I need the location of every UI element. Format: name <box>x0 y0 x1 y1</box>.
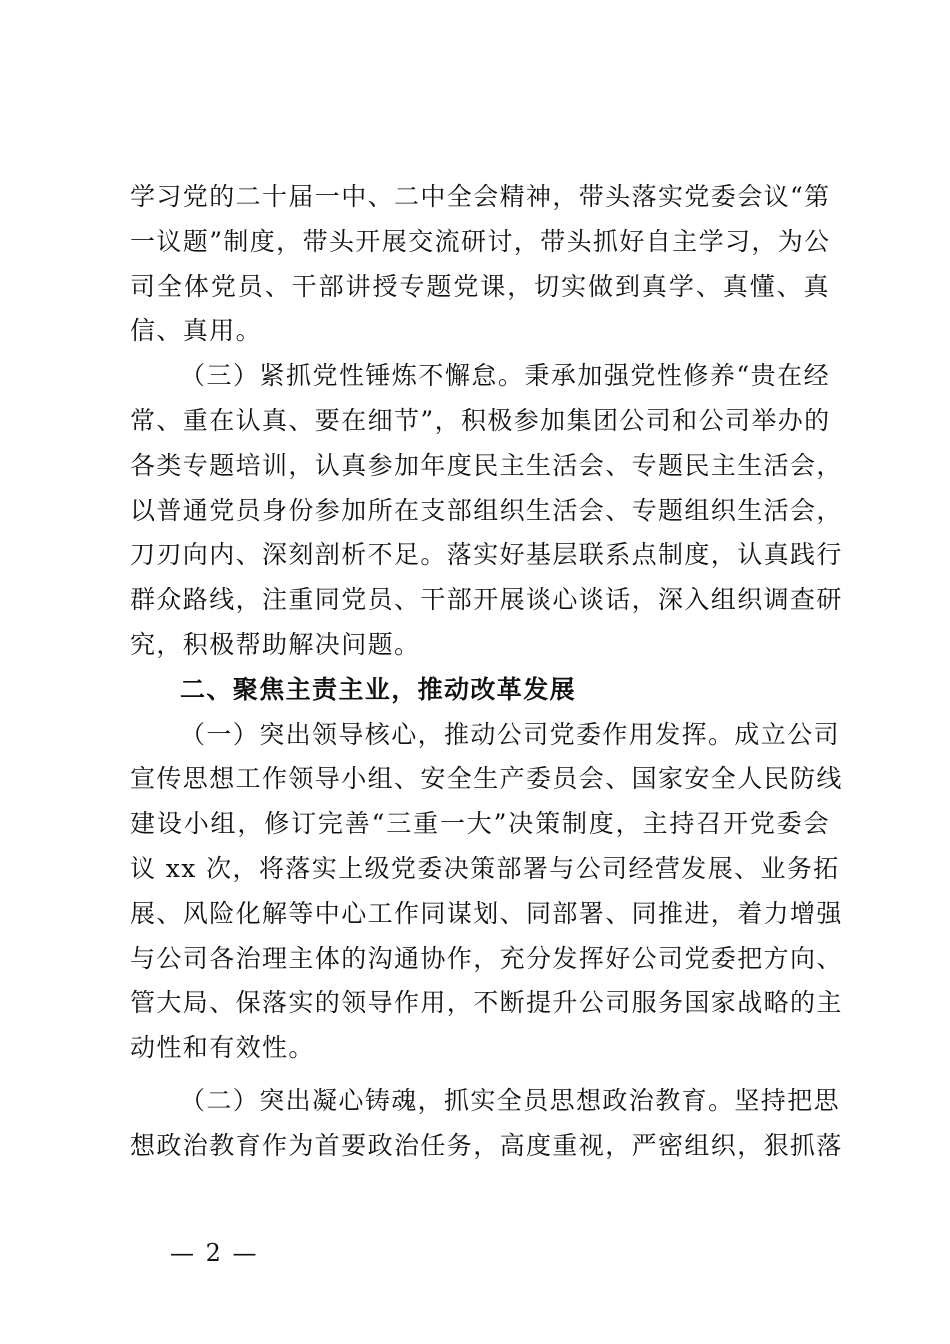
paragraph-line: 群众路线，注重同党员、干部开展谈心谈话，深入组织调查研 <box>130 585 843 615</box>
paragraph-line: 想政治教育作为首要政治任务，高度重视，严密组织，狠抓落 <box>130 1130 843 1160</box>
paragraph-line: （二）突出凝心铸魂，抓实全员思想政治教育。坚持把思 <box>180 1085 841 1115</box>
paragraph-line: 以普通党员身份参加所在支部组织生活会、专题组织生活会， <box>130 495 843 525</box>
paragraph-line: 刀刃向内、深刻剖析不足。落实好基层联系点制度，认真践行 <box>130 540 843 570</box>
paragraph-line: （一）突出领导核心，推动公司党委作用发挥。成立公司 <box>180 719 841 749</box>
paragraph-line: （三）紧抓党性锤炼不懈怠。秉承加强党性修养“贵在经 <box>180 361 830 391</box>
paragraph-spacer <box>130 1071 830 1079</box>
paragraph-line: 管大局、保落实的领导作用，不断提升公司服务国家战略的主 <box>130 988 843 1018</box>
paragraph-line: 建设小组，修订完善“三重一大”决策制度，主持召开党委会 <box>130 809 830 839</box>
paragraph-line: 议 xx 次，将落实上级党委决策部署与公司经营发展、业务拓 <box>130 853 840 883</box>
paragraph-line: 一议题”制度，带头开展交流研讨，带头抓好自主学习，为公 <box>130 226 831 256</box>
section-heading: 二、聚焦主责主业，推动改革发展 <box>180 674 577 704</box>
paragraph-line: 与公司各治理主体的沟通协作，充分发挥好公司党委把方向、 <box>130 943 843 973</box>
paragraph-line: 动性和有效性。 <box>130 1033 315 1063</box>
page-number: — 2 — <box>170 1239 259 1267</box>
paragraph-line: 信、真用。 <box>130 316 263 346</box>
paragraph-line: 展、风险化解等中心工作同谋划、同部署、同推进，着力增强 <box>130 898 843 928</box>
document-body <box>130 175 843 1169</box>
paragraph-line: 常、重在认真、要在细节”，积极参加集团公司和公司举办的 <box>130 405 831 435</box>
paragraph-line: 宣传思想工作领导小组、安全生产委员会、国家安全人民防线 <box>130 764 843 794</box>
paragraph-line: 司全体党员、干部讲授专题党课，切实做到真学、真懂、真 <box>130 271 830 301</box>
paragraph-line: 学习党的二十届一中、二中全会精神，带头落实党委会议“第 <box>130 182 831 211</box>
paragraph-line: 究，积极帮助解决问题。 <box>130 629 421 659</box>
paragraph-line: 各类专题培训，认真参加年度民主生活会、专题民主生活会， <box>130 450 843 480</box>
